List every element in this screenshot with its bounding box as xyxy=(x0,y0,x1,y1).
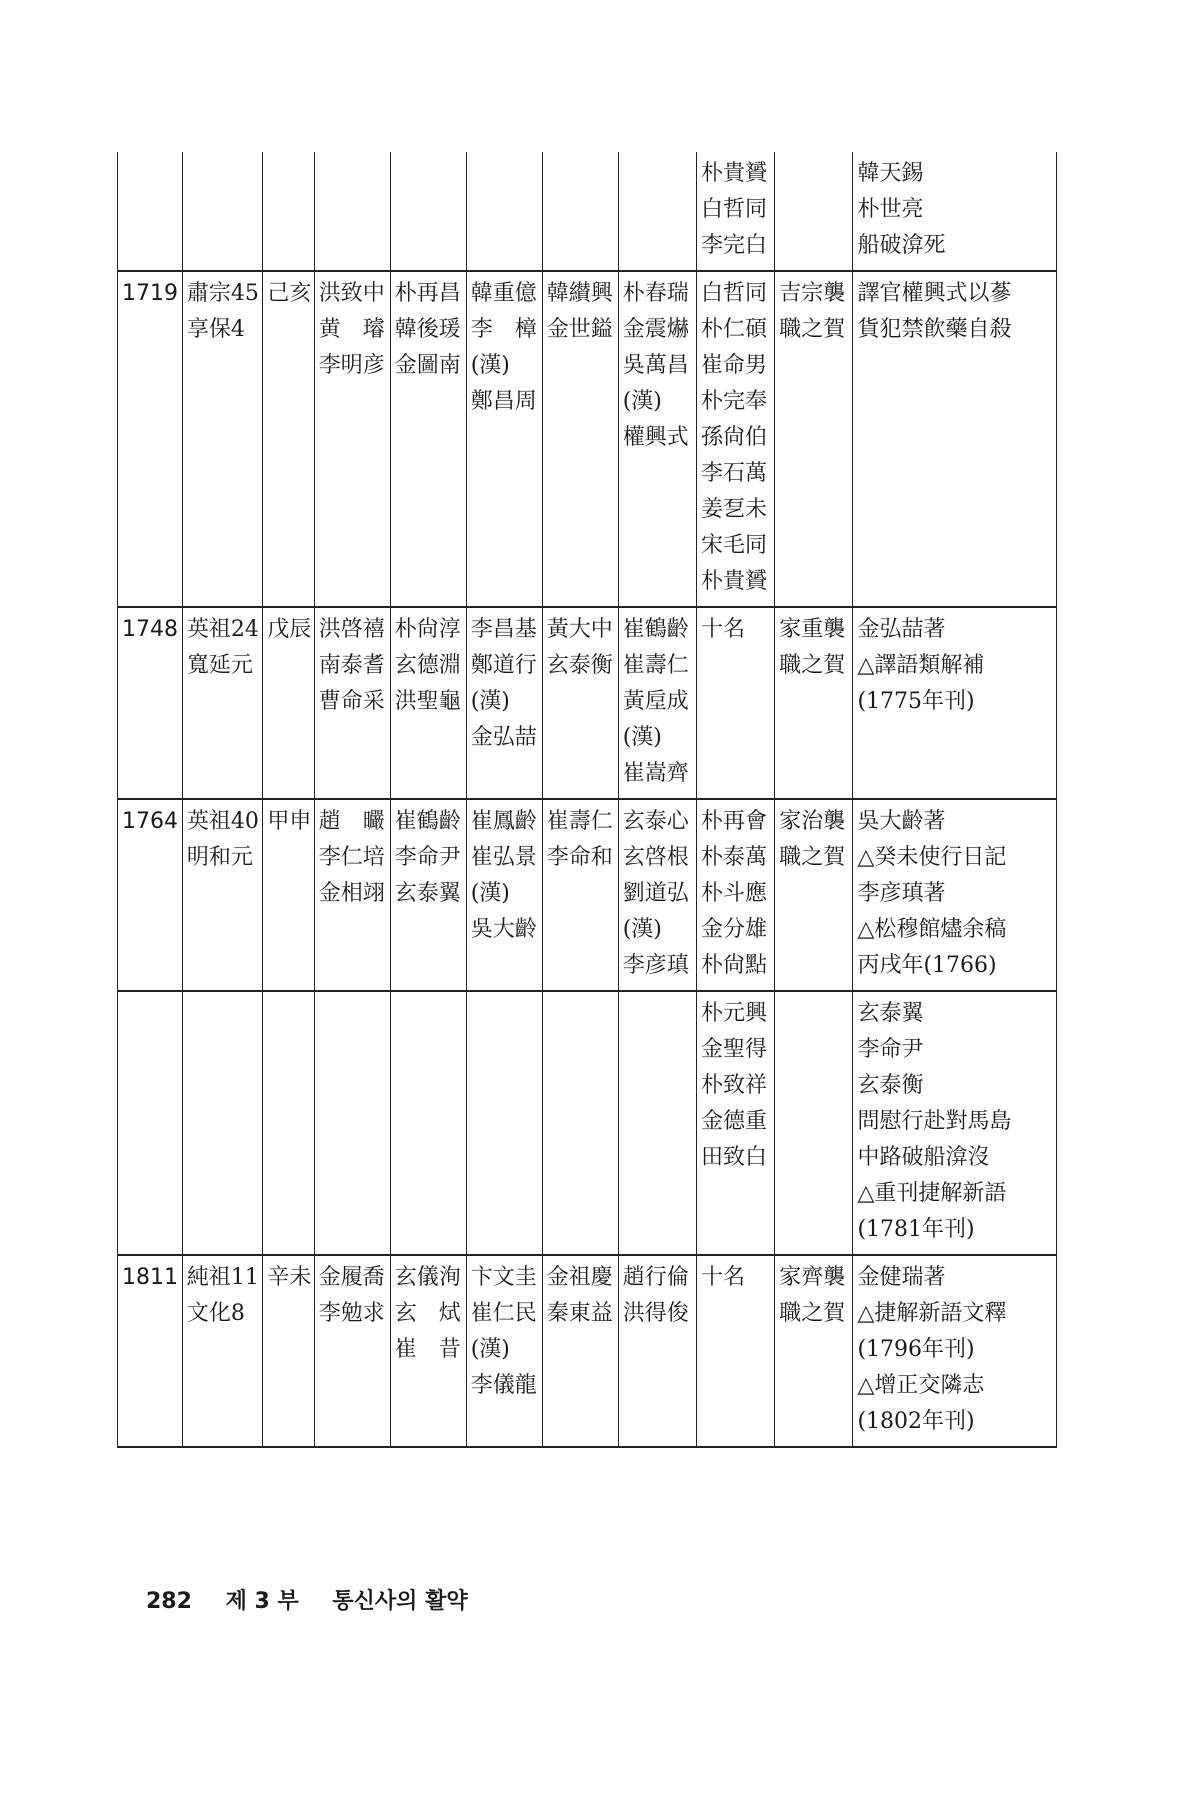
cell-line: 韓重億 xyxy=(470,281,537,306)
cell-line: 崔命男 xyxy=(700,353,767,378)
cell-line: 吳大齡著 xyxy=(857,809,946,834)
cell-ganzhi xyxy=(263,991,314,1255)
cell-line: 玄泰翼 xyxy=(394,881,461,906)
cell-vice-envoy xyxy=(390,152,466,271)
cell-line: 明和元 xyxy=(186,845,253,870)
cell-line: 權興式 xyxy=(622,425,689,450)
cell-line: 趙 曮 xyxy=(318,809,385,834)
cell-line: 金分雄 xyxy=(700,917,767,942)
cell-line: 李彦瑱著 xyxy=(857,881,946,906)
cell-line: 崔鶴齡 xyxy=(622,617,689,642)
cell-line: 劉道弘 xyxy=(622,881,689,906)
cell-line: △捷解新語文釋 xyxy=(857,1301,1007,1326)
cell-line: (漢) xyxy=(622,917,662,942)
cell-line: 白哲同 xyxy=(700,281,767,306)
cell-line: 譯官權興式以蔘 xyxy=(857,281,1012,306)
cell-text: 1811 xyxy=(122,1265,178,1290)
cell-line: △癸未使行日記 xyxy=(857,845,1007,870)
envoy-table xyxy=(117,152,1057,1448)
cell-line: 金健瑞著 xyxy=(857,1265,946,1290)
cell-text: 己亥 xyxy=(267,281,312,306)
cell-line: 田致白 xyxy=(700,1145,767,1170)
cell-line: 金弘喆 xyxy=(470,725,537,750)
cell-members xyxy=(696,271,774,607)
cell-line: 朴仁碩 xyxy=(700,317,767,342)
cell-text: 1764 xyxy=(122,809,178,834)
cell-line: 朴再昌 xyxy=(394,281,461,306)
cell-line: 家重襲 xyxy=(779,617,846,642)
table-row xyxy=(118,152,1057,271)
cell-notes xyxy=(853,799,1057,991)
cell-line: 金聖得 xyxy=(700,1037,767,1062)
cell-line: 韓纉興 xyxy=(546,281,613,306)
cell-line: 金圖南 xyxy=(394,353,461,378)
cell-line: 朴斗應 xyxy=(700,881,767,906)
cell-line: 崔仁民 xyxy=(470,1301,537,1326)
cell-line: 崔弘景 xyxy=(470,845,537,870)
cell-line: 職之賀 xyxy=(779,1301,846,1326)
cell-line: 朴尙點 xyxy=(700,953,767,978)
cell-ganzhi xyxy=(263,799,314,991)
cell-line: 朴春瑞 xyxy=(622,281,689,306)
cell-line: 李儀龍 xyxy=(470,1373,537,1398)
table-row xyxy=(118,991,1057,1255)
cell-vice-envoy xyxy=(390,799,466,991)
page-footer xyxy=(146,1584,494,1615)
cell-line: 英祖40 xyxy=(186,809,259,834)
cell-line: 李彦瑱 xyxy=(622,953,689,978)
cell-year xyxy=(118,1255,183,1447)
cell-line: 李命和 xyxy=(546,845,613,870)
cell-line: 玄啓根 xyxy=(622,845,689,870)
cell-line: 玄泰衡 xyxy=(546,653,613,678)
cell-text: 1719 xyxy=(122,281,178,306)
cell-notes xyxy=(853,1255,1057,1447)
cell-translators xyxy=(542,271,618,607)
chapter-title: 통신사의 활약 xyxy=(332,1589,468,1614)
table-body xyxy=(118,152,1057,1447)
cell-text: 甲申 xyxy=(267,809,312,834)
cell-purpose xyxy=(775,799,853,991)
table-row xyxy=(118,799,1057,991)
cell-line: 金德重 xyxy=(700,1109,767,1134)
cell-line: 純祖11 xyxy=(186,1265,259,1290)
cell-chief-envoy xyxy=(314,607,390,799)
cell-line: 吳大齡 xyxy=(470,917,537,942)
cell-text: 辛未 xyxy=(267,1265,312,1290)
cell-line: 姜乭未 xyxy=(700,497,767,522)
cell-line: 朴貴贇 xyxy=(700,569,767,594)
cell-line: (漢) xyxy=(622,725,662,750)
cell-line: 李 樟 xyxy=(470,317,537,342)
cell-line: 職之賀 xyxy=(779,845,846,870)
cell-line: 享保4 xyxy=(186,317,245,342)
cell-line: 金震爀 xyxy=(622,317,689,342)
cell-line: 金祖慶 xyxy=(546,1265,613,1290)
cell-reign xyxy=(182,1255,262,1447)
cell-members xyxy=(696,607,774,799)
cell-line: 朴世亮 xyxy=(857,197,924,222)
cell-interpreters xyxy=(618,991,696,1255)
cell-line: 曹命采 xyxy=(318,689,385,714)
cell-line: 船破渰死 xyxy=(857,233,946,258)
table-row xyxy=(118,1255,1057,1447)
cell-chief-envoy xyxy=(314,991,390,1255)
cell-officials xyxy=(466,1255,542,1447)
cell-line: 李完白 xyxy=(700,233,767,258)
cell-line: 洪致中 xyxy=(318,281,385,306)
cell-purpose xyxy=(775,152,853,271)
cell-purpose xyxy=(775,1255,853,1447)
cell-line: 李石萬 xyxy=(700,461,767,486)
cell-line: 吉宗襲 xyxy=(779,281,846,306)
cell-line: 黄 璿 xyxy=(318,317,385,342)
cell-interpreters xyxy=(618,271,696,607)
cell-vice-envoy xyxy=(390,271,466,607)
cell-year xyxy=(118,799,183,991)
cell-line: 家治襲 xyxy=(779,809,846,834)
cell-chief-envoy xyxy=(314,152,390,271)
cell-text: 戊辰 xyxy=(267,617,312,642)
cell-line: (1802年刊) xyxy=(857,1409,975,1434)
cell-line: 李命尹 xyxy=(857,1037,924,1062)
cell-line: 朴元興 xyxy=(700,1001,767,1026)
cell-line: 肅宗45 xyxy=(186,281,259,306)
cell-ganzhi xyxy=(263,1255,314,1447)
cell-line: 金履喬 xyxy=(318,1265,385,1290)
cell-chief-envoy xyxy=(314,799,390,991)
table-row xyxy=(118,271,1057,607)
cell-line: 貨犯禁飮藥自殺 xyxy=(857,317,1012,342)
cell-line: (漢) xyxy=(470,881,510,906)
cell-line: 鄭道行 xyxy=(470,653,537,678)
cell-line: 中路破船渰沒 xyxy=(857,1145,990,1170)
cell-purpose xyxy=(775,991,853,1255)
cell-interpreters xyxy=(618,607,696,799)
cell-line: 洪啓禧 xyxy=(318,617,385,642)
cell-chief-envoy xyxy=(314,271,390,607)
cell-notes xyxy=(853,271,1057,607)
cell-line: 黃垕成 xyxy=(622,689,689,714)
cell-line: 朴尙淳 xyxy=(394,617,461,642)
cell-line: 文化8 xyxy=(186,1301,245,1326)
cell-line: △增正交隣志 xyxy=(857,1373,985,1398)
cell-officials xyxy=(466,799,542,991)
cell-vice-envoy xyxy=(390,991,466,1255)
cell-line: 李明彦 xyxy=(318,353,385,378)
cell-officials xyxy=(466,152,542,271)
cell-line: 玄儀洵 xyxy=(394,1265,461,1290)
cell-vice-envoy xyxy=(390,1255,466,1447)
cell-line: 孫尙伯 xyxy=(700,425,767,450)
cell-interpreters xyxy=(618,799,696,991)
cell-line: 崔壽仁 xyxy=(622,653,689,678)
cell-line: 崔壽仁 xyxy=(546,809,613,834)
cell-translators xyxy=(542,991,618,1255)
cell-line: 趙行倫 xyxy=(622,1265,689,1290)
cell-line: 朴貴贇 xyxy=(700,161,767,186)
cell-line: △重刊捷解新語 xyxy=(857,1181,1007,1206)
cell-line: 韓後瑗 xyxy=(394,317,461,342)
cell-officials xyxy=(466,607,542,799)
cell-members xyxy=(696,991,774,1255)
cell-line: 金弘喆著 xyxy=(857,617,946,642)
cell-line: △譯語類解補 xyxy=(857,653,985,678)
cell-line: 韓天錫 xyxy=(857,161,924,186)
cell-line: 崔 昔 xyxy=(394,1337,461,1362)
cell-year xyxy=(118,271,183,607)
cell-line: 崔鶴齡 xyxy=(394,809,461,834)
cell-line: 職之賀 xyxy=(779,653,846,678)
cell-line: 家齊襲 xyxy=(779,1265,846,1290)
cell-line: 問慰行赴對馬島 xyxy=(857,1109,1012,1134)
cell-interpreters xyxy=(618,152,696,271)
cell-line: 李昌基 xyxy=(470,617,537,642)
cell-ganzhi xyxy=(263,607,314,799)
cell-ganzhi xyxy=(263,271,314,607)
page-number: 282 xyxy=(146,1589,192,1614)
cell-line: 寬延元 xyxy=(186,653,253,678)
cell-line: (1775年刊) xyxy=(857,689,975,714)
cell-line: 崔嵩齊 xyxy=(622,761,689,786)
cell-line: 丙戌年(1766) xyxy=(857,953,997,978)
cell-reign xyxy=(182,607,262,799)
cell-line: 金相翊 xyxy=(318,881,385,906)
cell-line: 玄 烒 xyxy=(394,1301,461,1326)
cell-line: 鄭昌周 xyxy=(470,389,537,414)
cell-line: 玄泰衡 xyxy=(857,1073,924,1098)
cell-reign xyxy=(182,271,262,607)
cell-line: 朴致祥 xyxy=(700,1073,767,1098)
cell-line: 洪聖龜 xyxy=(394,689,461,714)
cell-purpose xyxy=(775,607,853,799)
cell-members xyxy=(696,799,774,991)
cell-line: 職之賀 xyxy=(779,317,846,342)
cell-line: 玄德淵 xyxy=(394,653,461,678)
table-row xyxy=(118,607,1057,799)
cell-line: 崔鳳齡 xyxy=(470,809,537,834)
cell-reign xyxy=(182,799,262,991)
cell-line: 李命尹 xyxy=(394,845,461,870)
cell-line: 秦東益 xyxy=(546,1301,613,1326)
cell-line: 卞文圭 xyxy=(470,1265,537,1290)
cell-members xyxy=(696,152,774,271)
cell-reign xyxy=(182,991,262,1255)
cell-line: 玄泰心 xyxy=(622,809,689,834)
cell-line: 宋毛同 xyxy=(700,533,767,558)
cell-line: 朴完奉 xyxy=(700,389,767,414)
cell-officials xyxy=(466,271,542,607)
cell-interpreters xyxy=(618,1255,696,1447)
cell-line: 吳萬昌 xyxy=(622,353,689,378)
cell-line: (漢) xyxy=(622,389,662,414)
cell-notes xyxy=(853,152,1057,271)
cell-line: (漢) xyxy=(470,1337,510,1362)
cell-line: (1781年刊) xyxy=(857,1217,975,1242)
cell-year xyxy=(118,607,183,799)
cell-text: 1748 xyxy=(122,617,178,642)
cell-year xyxy=(118,152,183,271)
cell-line: (漢) xyxy=(470,353,510,378)
cell-notes xyxy=(853,991,1057,1255)
cell-line: 南泰耆 xyxy=(318,653,385,678)
cell-translators xyxy=(542,1255,618,1447)
cell-line: 李勉求 xyxy=(318,1301,385,1326)
cell-members xyxy=(696,1255,774,1447)
cell-line: 朴再會 xyxy=(700,809,767,834)
cell-purpose xyxy=(775,271,853,607)
cell-ganzhi xyxy=(263,152,314,271)
cell-line: 十名 xyxy=(700,617,745,642)
cell-year xyxy=(118,991,183,1255)
cell-translators xyxy=(542,607,618,799)
cell-line: 十名 xyxy=(700,1265,745,1290)
cell-line: 洪得俊 xyxy=(622,1301,689,1326)
cell-line: 白哲同 xyxy=(700,197,767,222)
cell-line: (1796年刊) xyxy=(857,1337,975,1362)
cell-line: △松穆館燼余稿 xyxy=(857,917,1007,942)
cell-chief-envoy xyxy=(314,1255,390,1447)
cell-translators xyxy=(542,152,618,271)
cell-vice-envoy xyxy=(390,607,466,799)
cell-translators xyxy=(542,799,618,991)
cell-line: 玄泰翼 xyxy=(857,1001,924,1026)
part-label: 제 3 부 xyxy=(225,1589,299,1614)
cell-line: 李仁培 xyxy=(318,845,385,870)
cell-notes xyxy=(853,607,1057,799)
cell-line: 朴泰萬 xyxy=(700,845,767,870)
cell-officials xyxy=(466,991,542,1255)
cell-line: 英祖24 xyxy=(186,617,259,642)
cell-line: 金世鎰 xyxy=(546,317,613,342)
cell-reign xyxy=(182,152,262,271)
cell-line: (漢) xyxy=(470,689,510,714)
cell-line: 黃大中 xyxy=(546,617,613,642)
